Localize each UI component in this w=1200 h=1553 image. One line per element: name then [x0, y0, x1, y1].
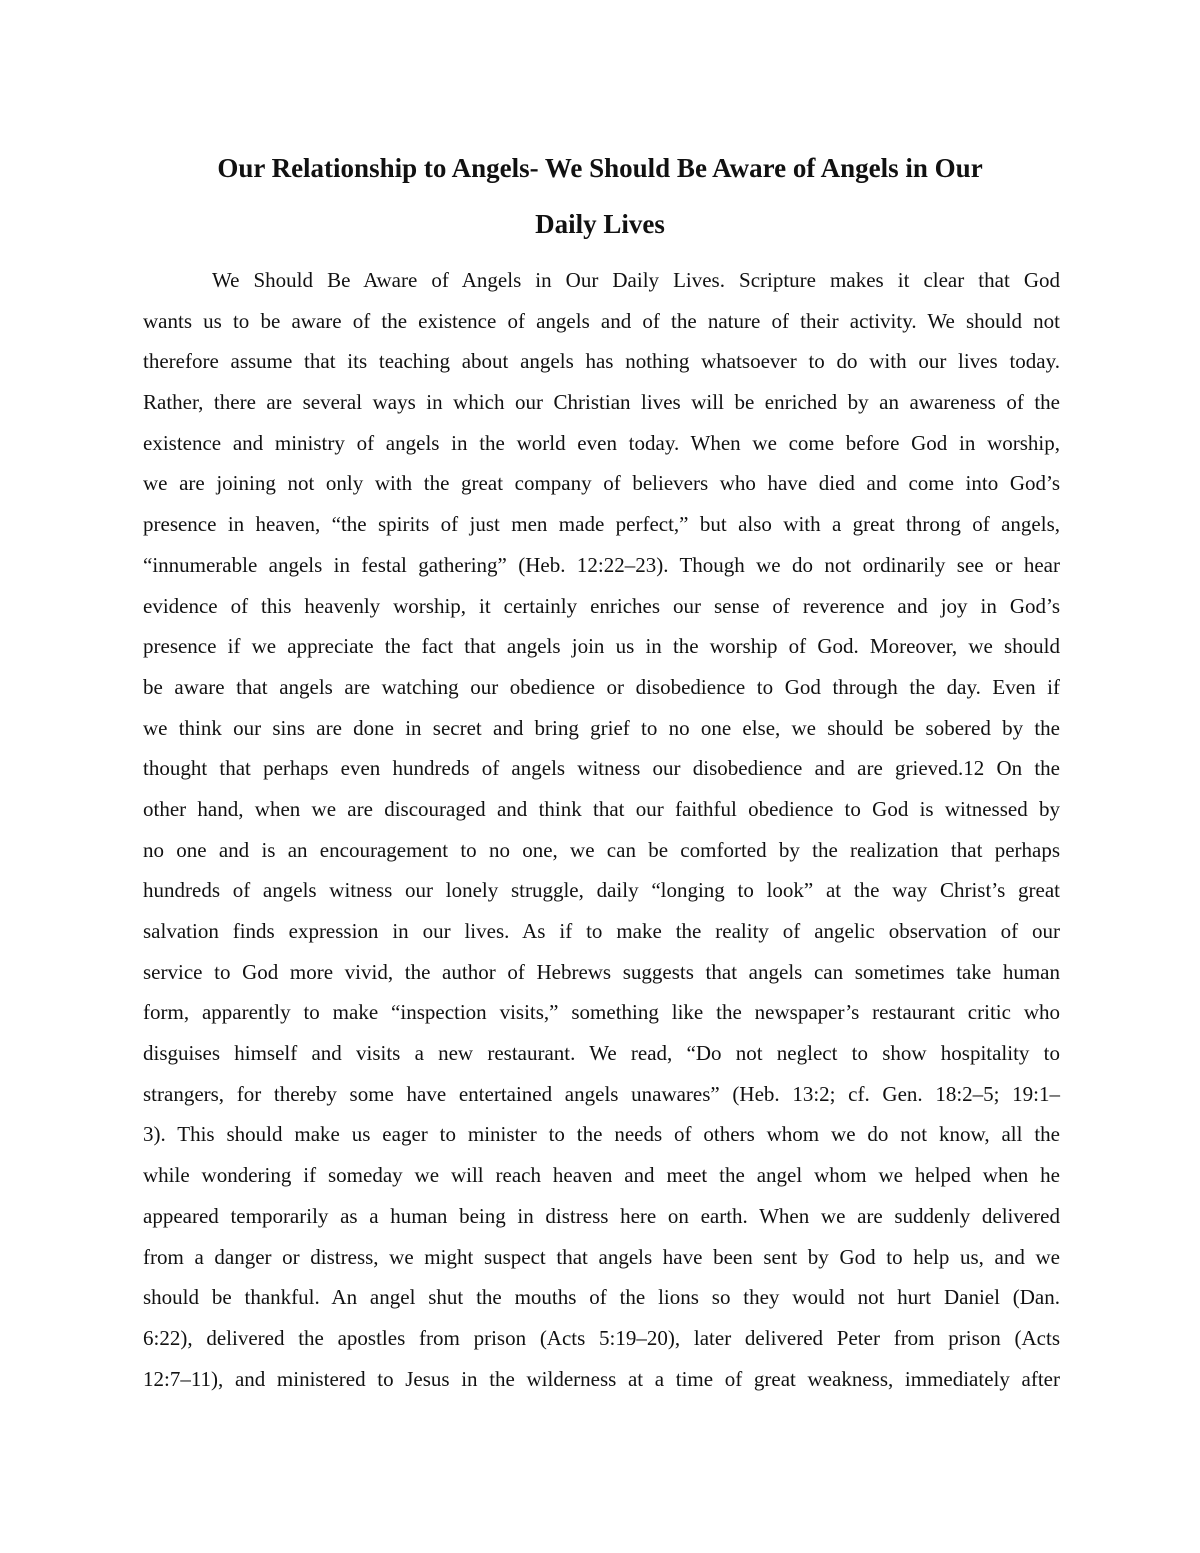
paragraph-line: from a danger or distress, we might suspect that angels have been sent by God to help us, and we [143, 1244, 1060, 1269]
paragraph-line: evidence of this heavenly worship, it certainly enriches our sense of reverence and joy in God’s [143, 593, 1060, 618]
paragraph-line: while wondering if someday we will reach heaven and meet the angel whom we helped when he [143, 1163, 1060, 1188]
body-paragraph [143, 260, 1060, 1399]
paragraph-line: we think our sins are done in secret and bring grief to no one else, we should be sobered by the [143, 715, 1060, 740]
title-line-2: Daily Lives [535, 209, 665, 239]
paragraph-line: 3). This should make us eager to minister to the needs of others whom we do not know, all the [143, 1122, 1060, 1147]
paragraph-line: therefore assume that its teaching about angels has nothing whatsoever to do with our lives today. [143, 349, 1060, 374]
paragraph-line: no one and is an encouragement to no one, we can be comforted by the realization that perhaps [143, 837, 1060, 862]
paragraph-line: hundreds of angels witness our lonely struggle, daily “longing to look” at the way Christ’s great [143, 878, 1060, 903]
paragraph-line: 12:7–11), and ministered to Jesus in the wilderness at a time of great weakness, immediately after [143, 1366, 1060, 1391]
paragraph-line: “innumerable angels in festal gathering” (Heb. 12:22–23). Though we do not ordinarily see or hear [143, 552, 1060, 577]
paragraph-line: appeared temporarily as a human being in distress here on earth. When we are suddenly delivered [143, 1203, 1060, 1228]
paragraph-line: existence and ministry of angels in the world even today. When we come before God in worship, [143, 430, 1060, 455]
paragraph-line: We Should Be Aware of Angels in Our Daily Lives. Scripture makes it clear that God [212, 268, 1060, 292]
paragraph-line: form, apparently to make “inspection visits,” something like the newspaper’s restaurant critic who [143, 1000, 1060, 1025]
paragraph-line: presence if we appreciate the fact that angels join us in the worship of God. Moreover, we should [143, 634, 1060, 659]
paragraph-line: we are joining not only with the great company of believers who have died and come into God’s [143, 471, 1060, 496]
paragraph-line: salvation finds expression in our lives. As if to make the reality of angelic observation of our [143, 919, 1060, 943]
paragraph-line: Rather, there are several ways in which our Christian lives will be enriched by an awareness of the [143, 390, 1060, 415]
paragraph-line: other hand, when we are discouraged and think that our faithful obedience to God is witnessed by [143, 796, 1060, 821]
paragraph-line: service to God more vivid, the author of Hebrews suggests that angels can sometimes take human [143, 959, 1060, 984]
paragraph-line: strangers, for thereby some have entertained angels unawares” (Heb. 13:2; cf. Gen. 18:2–5; 19:1– [143, 1081, 1060, 1106]
paragraph-line: thought that perhaps even hundreds of angels witness our disobedience and are grieved.12 On the [143, 756, 1060, 781]
paragraph-line: presence in heaven, “the spirits of just men made perfect,” but also with a great throng of angels, [143, 512, 1060, 537]
paragraph-line: should be thankful. An angel shut the mouths of the lions so they would not hurt Daniel (Dan. [143, 1285, 1060, 1310]
document-title [120, 140, 1080, 252]
paragraph-line: 6:22), delivered the apostles from prison (Acts 5:19–20), later delivered Peter from prison (Acts [143, 1325, 1060, 1350]
paragraph-line: disguises himself and visits a new restaurant. We read, “Do not neglect to show hospitality to [143, 1041, 1060, 1066]
paragraph-line: wants us to be aware of the existence of angels and of the nature of their activity. We should not [143, 308, 1060, 333]
paragraph-line: be aware that angels are watching our obedience or disobedience to God through the day. Even if [143, 674, 1060, 699]
title-line-1: Our Relationship to Angels- We Should Be Aware of Angels in Our [217, 153, 983, 183]
